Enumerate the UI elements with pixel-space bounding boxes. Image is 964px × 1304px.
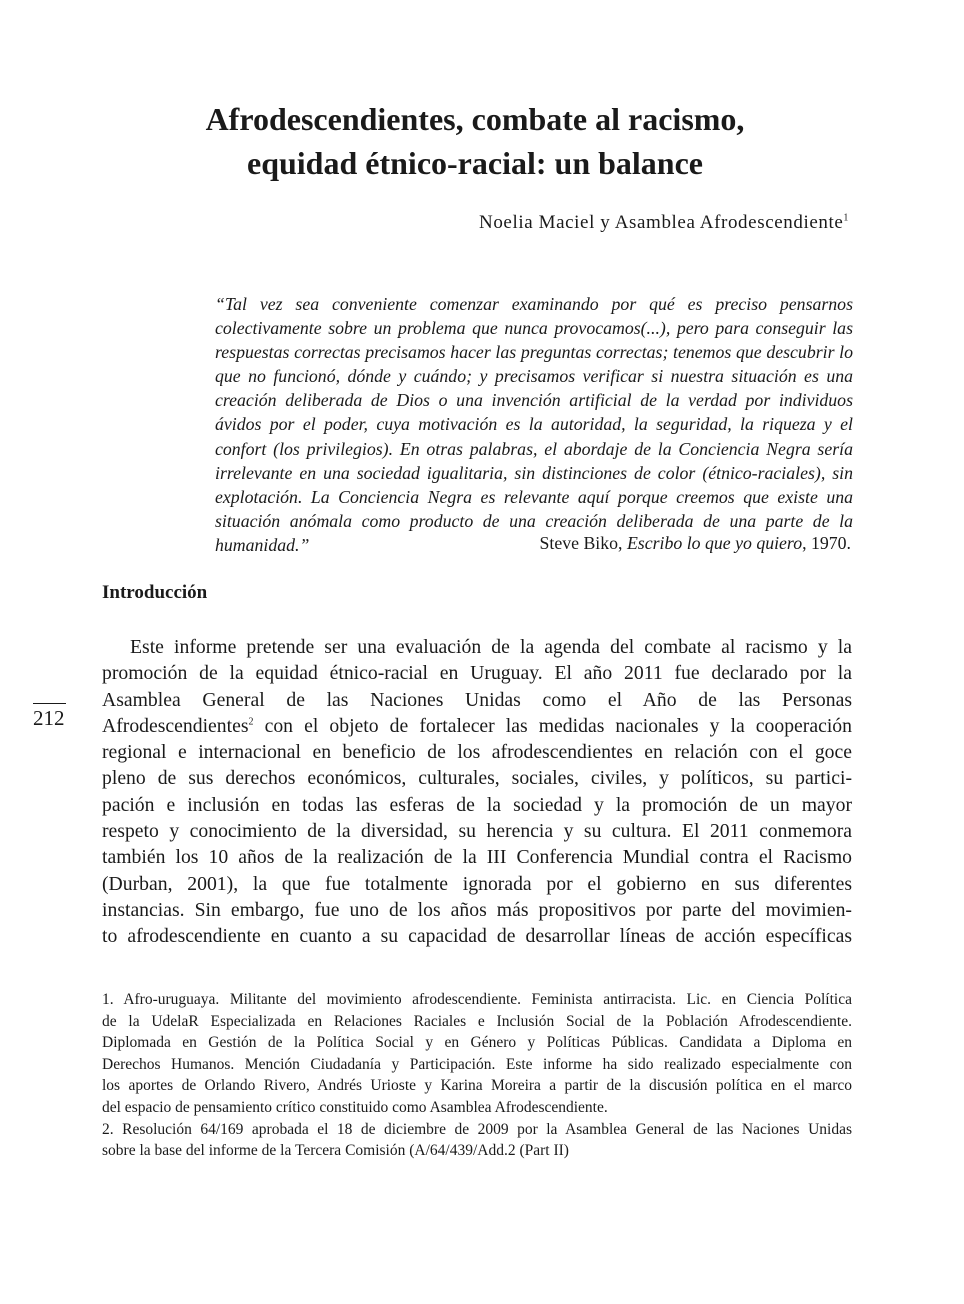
- title-line-1: Afrodescendientes, combate al racismo,: [205, 101, 745, 137]
- title-line-2: equidad étnico-racial: un balance: [246, 145, 703, 181]
- body-paragraph: [102, 634, 852, 950]
- body-line: (Durban, 2001), la que fue totalmente ignorada por el gobierno en sus diferentes: [102, 872, 852, 895]
- body-line: pación e inclusión en todas las esferas de la sociedad y la promoción de un mayor: [102, 793, 852, 816]
- attribution-year: , 1970.: [802, 533, 851, 553]
- body-line: Este informe pretende ser una evaluación de la agenda del combate al racismo y la: [130, 636, 852, 658]
- body-line: pleno de sus derechos económicos, culturales, sociales, civiles, y políticos, su partici-: [102, 767, 852, 790]
- body-line-text: con el objeto de fortalecer las medidas nacionales y la cooperación: [253, 714, 852, 737]
- footnote-line: sobre la base del informe de la Tercera Comisión (A/64/439/Add.2 (Part II): [102, 1142, 569, 1160]
- footnote-line: 2. Resolución 64/169 aprobada el 18 de diciembre de 2009 por la Asamblea General de las Naciones Unidas: [102, 1120, 852, 1138]
- footnote-line: de la UdelaR Especializada en Relaciones Raciales e Inclusión Social de la Población Afrodescendiente.: [102, 1012, 852, 1030]
- epigraph-attribution: [540, 533, 852, 554]
- author-name: Noelia Maciel y Asamblea Afrodescendiente: [479, 212, 844, 233]
- footnotes: [102, 989, 852, 1162]
- footnote-ref-2: 2: [248, 716, 254, 728]
- body-line: to afrodescendiente en cuanto a su capacidad de desarrollar líneas de acción específicas: [102, 925, 852, 948]
- attribution-work: Escribo lo que yo quiero: [626, 533, 803, 553]
- article-title: [150, 97, 800, 185]
- attribution-author: Steve Biko,: [539, 533, 623, 553]
- footnote-line: Diplomada en Gestión de la Política Social y en Género y Políticas Públicas. Candidata a Diploma en: [102, 1034, 852, 1052]
- page-number-rule: [33, 703, 66, 704]
- author-byline: [479, 212, 849, 234]
- footnote-line: del espacio de pensamiento crítico constituido como Asamblea Afrodescendiente.: [102, 1098, 608, 1116]
- body-line: respeto y conocimiento de la diversidad, su herencia y su cultura. El 2011 conmemora: [102, 820, 852, 843]
- section-heading: Introducción: [102, 582, 208, 603]
- footnote-line: Derechos Humanos. Mención Ciudadanía y Participación. Este informe ha sido realizado especialmente con: [102, 1055, 852, 1073]
- footnote-line: 1. Afro-uruguaya. Militante del movimiento afrodescendiente. Feminista antirracista. Lic. en Ciencia Política: [102, 991, 852, 1008]
- body-line-text: Afrodescendientes: [102, 714, 249, 737]
- footnote-line: los aportes de Orlando Rivero, Andrés Urioste y Karina Moreira a partir de la discusión política en el marco: [102, 1077, 852, 1095]
- body-line: también los 10 años de la realización de la III Conferencia Mundial contra el Racismo: [102, 846, 852, 869]
- footnote-ref-1: 1: [843, 212, 849, 224]
- epigraph-quote: “Tal vez sea conveniente comenzar examinando por qué es preciso pensarnos colectivamente sobre un problema que nunca provocamos(...), pero para conseguir las respuestas correctas precisamos hacer las preguntas correctas; tenemos que descubrir lo que no funcionó, dónde y cuándo; y precisamos verificar si nuestra situación es una creación deliberada de Dios o una invención artificial de la verdad por individuos ávidos por el poder, cuya motivación es la autoridad, la seguridad, la riqueza y el confort (los privilegios). En otras palabras, el abordaje de la Conciencia Negra sería irrelevante en una sociedad igualitaria, sin distinciones de color (étnico-raciales), sin explotación. La Conciencia Negra es relevante aquí porque creemos que existe una situación anómala como producto de una creación deliberada de una parte de la humanidad.”: [215, 294, 853, 555]
- body-line: instancias. Sin embargo, fue uno de los años más propositivos por parte del movimien-: [102, 898, 852, 921]
- page-number: 212: [33, 706, 65, 730]
- body-line: [102, 713, 852, 739]
- body-line: Asamblea General de las Naciones Unidas como el Año de las Personas: [102, 688, 852, 711]
- body-line: promoción de la equidad étnico-racial en Uruguay. El año 2011 fue declarado por la: [102, 662, 852, 685]
- body-line: regional e internacional en beneficio de los afrodescendientes en relación con el goce: [102, 741, 852, 764]
